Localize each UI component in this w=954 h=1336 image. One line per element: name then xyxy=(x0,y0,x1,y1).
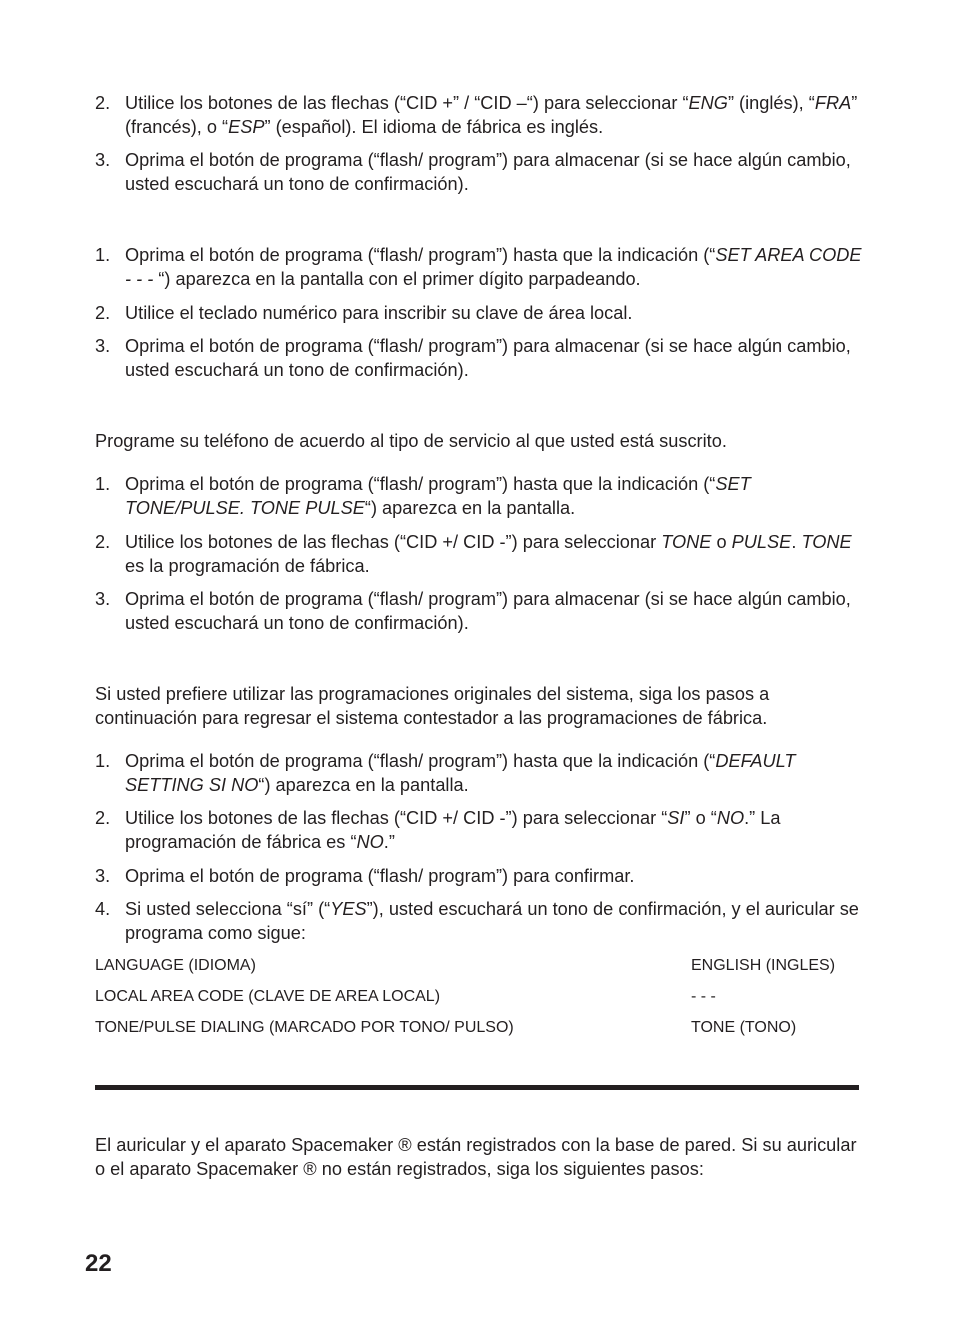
step-number: 3. xyxy=(95,866,111,886)
step-number: 4. xyxy=(95,899,111,919)
step-number: 2. xyxy=(95,532,111,552)
step-number: 1. xyxy=(95,751,111,771)
step-text: Oprima el botón de programa (“flash/ program”) para almacenar (si se hace algún cambio, usted escuchará un tono de confirmación). xyxy=(125,589,851,633)
default-step-3 xyxy=(95,865,865,889)
defaults-value: TONE (TONO) xyxy=(691,1019,797,1036)
step-number: 2. xyxy=(95,93,111,113)
defaults-value: ENGLISH (INGLES) xyxy=(691,957,836,974)
step-number: 1. xyxy=(95,245,111,265)
area-code-step-1 xyxy=(95,244,865,291)
section-divider xyxy=(95,1085,859,1090)
tone-pulse-step-1 xyxy=(95,473,865,520)
step-text: Utilice los botones de las flechas (“CID +” / “CID –“) para seleccionar “ENG” (inglés), “FRA” (francés), o “ESP” (español). El idioma de fábrica es inglés. xyxy=(125,93,858,137)
default-step-1 xyxy=(95,750,865,797)
language-step-2 xyxy=(95,92,865,139)
defaults-value: - - - xyxy=(691,988,716,1005)
step-text: Oprima el botón de programa (“flash/ program”) hasta que la indicación (“DEFAULT SETTING SI NO“) aparezca en la pantalla. xyxy=(125,751,796,795)
step-text: Oprima el botón de programa (“flash/ program”) para almacenar (si se hace algún cambio, usted escuchará un tono de confirmación). xyxy=(125,150,851,194)
step-number: 3. xyxy=(95,336,111,356)
step-text: Oprima el botón de programa (“flash/ program”) para confirmar. xyxy=(125,866,635,886)
tone-pulse-intro: Programe su teléfono de acuerdo al tipo de servicio al que usted está suscrito. xyxy=(95,431,727,451)
language-step-3 xyxy=(95,149,865,196)
step-number: 3. xyxy=(95,150,111,170)
step-number: 3. xyxy=(95,589,111,609)
defaults-label: TONE/PULSE DIALING (MARCADO POR TONO/ PULSO) xyxy=(95,1019,514,1036)
step-text: Si usted selecciona “sí” (“YES”), usted escuchará un tono de confirmación, y el auricular se programa como sigue: xyxy=(125,899,859,943)
step-number: 1. xyxy=(95,474,111,494)
default-step-2 xyxy=(95,807,865,854)
step-text: Utilice los botones de las flechas (“CID +/ CID -”) para seleccionar TONE o PULSE. TONE es la programación de fábrica. xyxy=(125,532,852,576)
step-number: 2. xyxy=(95,808,111,828)
step-text: Utilice el teclado numérico para inscribir su clave de área local. xyxy=(125,303,633,323)
area-code-step-2 xyxy=(95,302,865,326)
area-code-step-3 xyxy=(95,335,865,382)
step-text: Oprima el botón de programa (“flash/ program”) para almacenar (si se hace algún cambio, usted escuchará un tono de confirmación). xyxy=(125,336,851,380)
tone-pulse-step-3 xyxy=(95,588,865,635)
step-text: Utilice los botones de las flechas (“CID +/ CID -”) para seleccionar “SI” o “NO.” La programación de fábrica es “NO.” xyxy=(125,808,781,852)
step-number: 2. xyxy=(95,303,111,323)
tone-pulse-step-2 xyxy=(95,531,865,578)
default-settings-intro: Si usted prefiere utilizar las programaciones originales del sistema, siga los pasos a continuación para regresar el sistema contestador a las programaciones de fábrica. xyxy=(95,684,770,728)
registration-intro: El auricular y el aparato Spacemaker ® están registrados con la base de pared. Si su auricular o el aparato Spacemaker ® no están registrados, siga los siguientes pasos: xyxy=(95,1135,857,1179)
default-step-4 xyxy=(95,898,865,945)
defaults-label: LANGUAGE (IDIOMA) xyxy=(95,957,256,974)
defaults-label: LOCAL AREA CODE (CLAVE DE AREA LOCAL) xyxy=(95,988,441,1005)
step-text: Oprima el botón de programa (“flash/ program”) hasta que la indicación (“SET AREA CODE - - - “) aparezca en la pantalla con el primer dígito parpadeando. xyxy=(125,245,862,289)
step-text: Oprima el botón de programa (“flash/ program”) hasta que la indicación (“SET TONE/PULSE. TONE PULSE“) aparezca en la pantalla. xyxy=(125,474,751,518)
page-number: 22 xyxy=(85,1250,112,1277)
